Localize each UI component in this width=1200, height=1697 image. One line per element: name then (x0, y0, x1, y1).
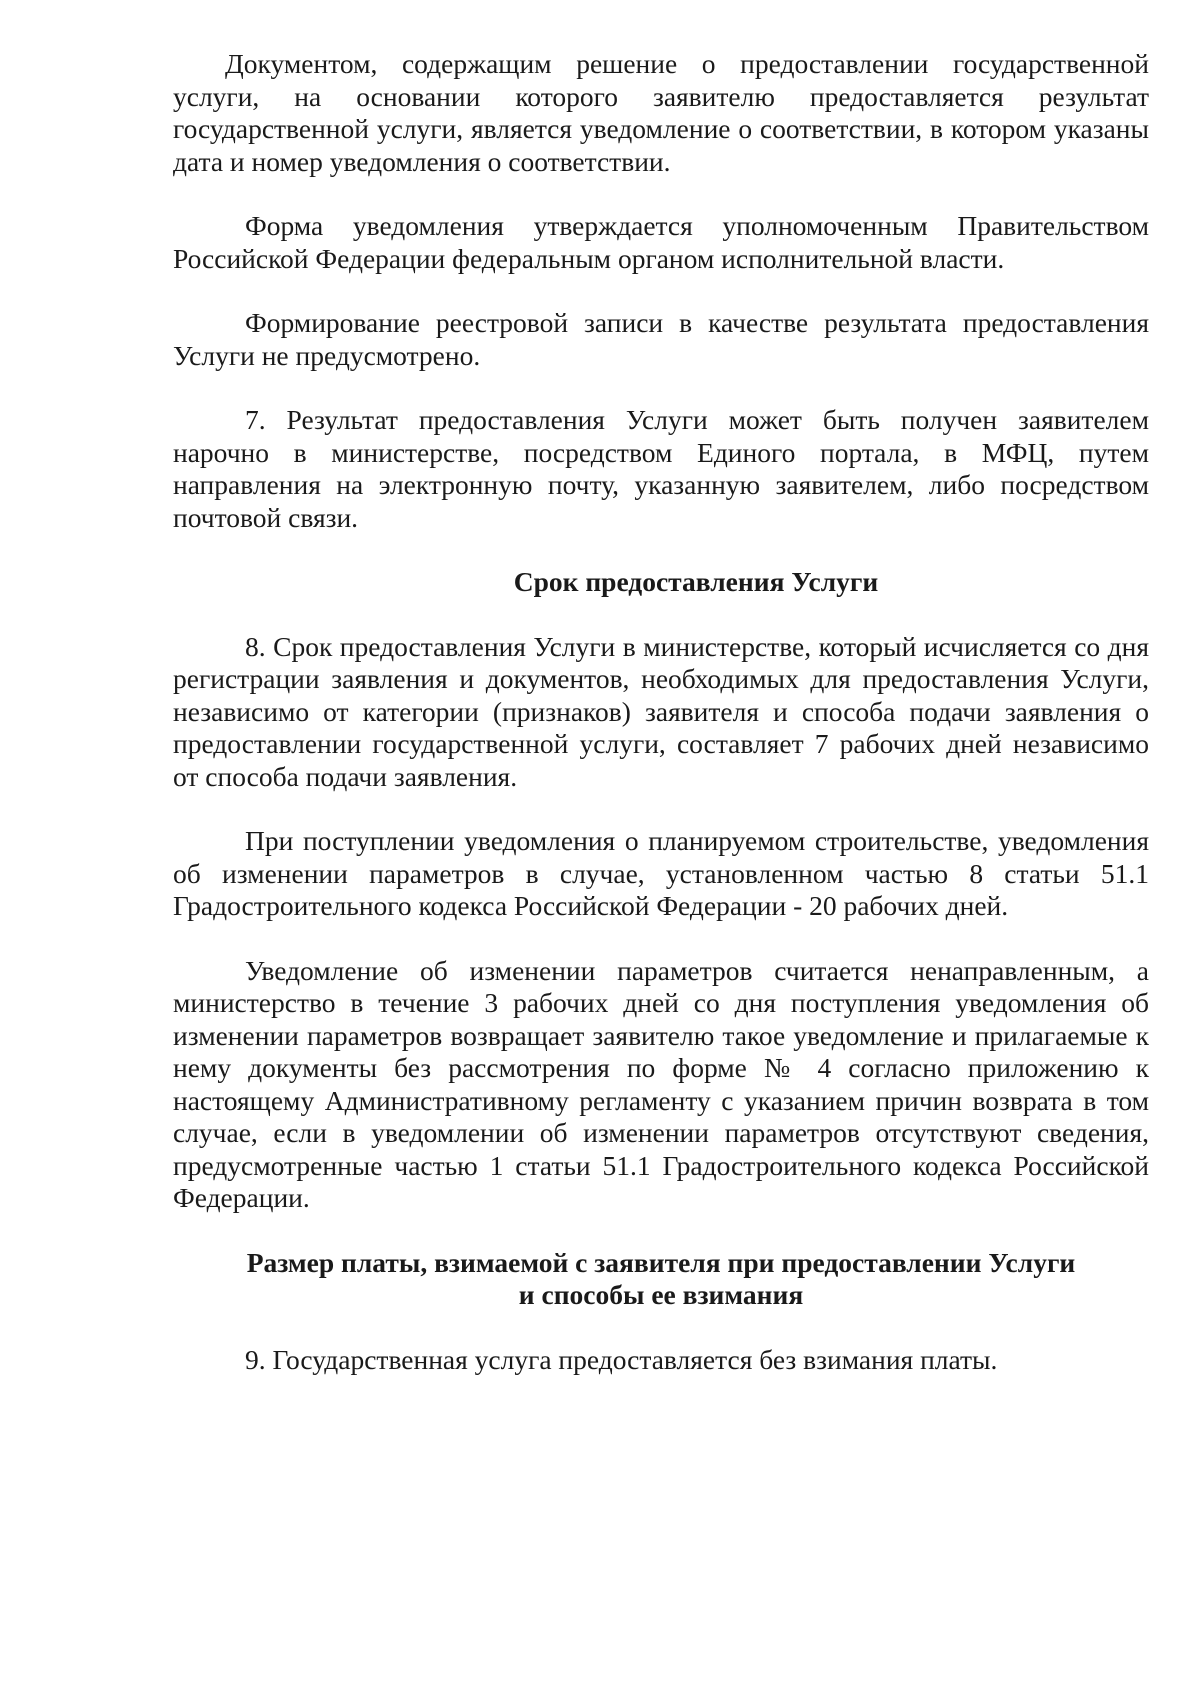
section-heading-fee-line2: и способы ее взимания (518, 1279, 804, 1310)
section-heading-term (173, 566, 1149, 599)
paragraph-fee: 9. Государственная услуга предоставляется без взимания платы. (245, 1343, 998, 1375)
paragraph-term-ministry: 8. Срок предоставления Услуги в министерстве, который исчисляется со дня регистрации заявления и документов, необходимых для предоставления Услуги, независимо от категории (признаков) заявителя и способа подачи заявления о предоставлении государственной услуги, составляет 7 рабочих дней независимо от способа подачи заявления. (173, 630, 1149, 792)
paragraph-result-delivery: 7. Результат предоставления Услуги может быть получен заявителем нарочно в министерстве, посредством Единого портала, в МФЦ, путем направления на электронную почту, указанную заявителем, либо посредством почтовой связи. (173, 404, 1149, 533)
section-heading-term-text: Срок предоставления Услуги (513, 566, 879, 597)
paragraph-decision-document: Документом, содержащим решение о предоставлении государственной услуги, на основании которого заявителю предоставляется результат государственной услуги, является уведомление о соответствии, в котором указаны дата и номер уведомления о соответствии. (173, 48, 1149, 177)
paragraph-registry-record: Формирование реестровой записи в качестве результата предоставления Услуги не предусмотрено. (173, 307, 1149, 371)
document-body (173, 48, 1149, 1408)
paragraph-term-return: Уведомление об изменении параметров считается ненаправленным, а министерство в течение 3 рабочих дней со дня поступления уведомления об изменении параметров возвращает заявителю такое уведомление и прилагаемые к нему документы без рассмотрения по форме № 4 согласно приложению к настоящему Административному регламенту с указанием причин возврата в том случае, если в уведомлении об изменении параметров отсутствуют сведения, предусмотренные частью 1 статьи 51.1 Градостроительного кодекса Российской Федерации. (173, 954, 1149, 1213)
section-heading-fee (173, 1247, 1149, 1312)
paragraph-notification-form: Форма уведомления утверждается уполномоченным Правительством Российской Федерации федеральным органом исполнительной власти. (173, 210, 1149, 274)
section-heading-fee-line1: Размер платы, взимаемой с заявителя при предоставлении Услуги (246, 1246, 1076, 1278)
paragraph-term-construction: При поступлении уведомления о планируемом строительстве, уведомления об изменении параметров в случае, установленном частью 8 статьи 51.1 Градостроительного кодекса Российской Федерации - 20 рабочих дней. (173, 825, 1149, 921)
